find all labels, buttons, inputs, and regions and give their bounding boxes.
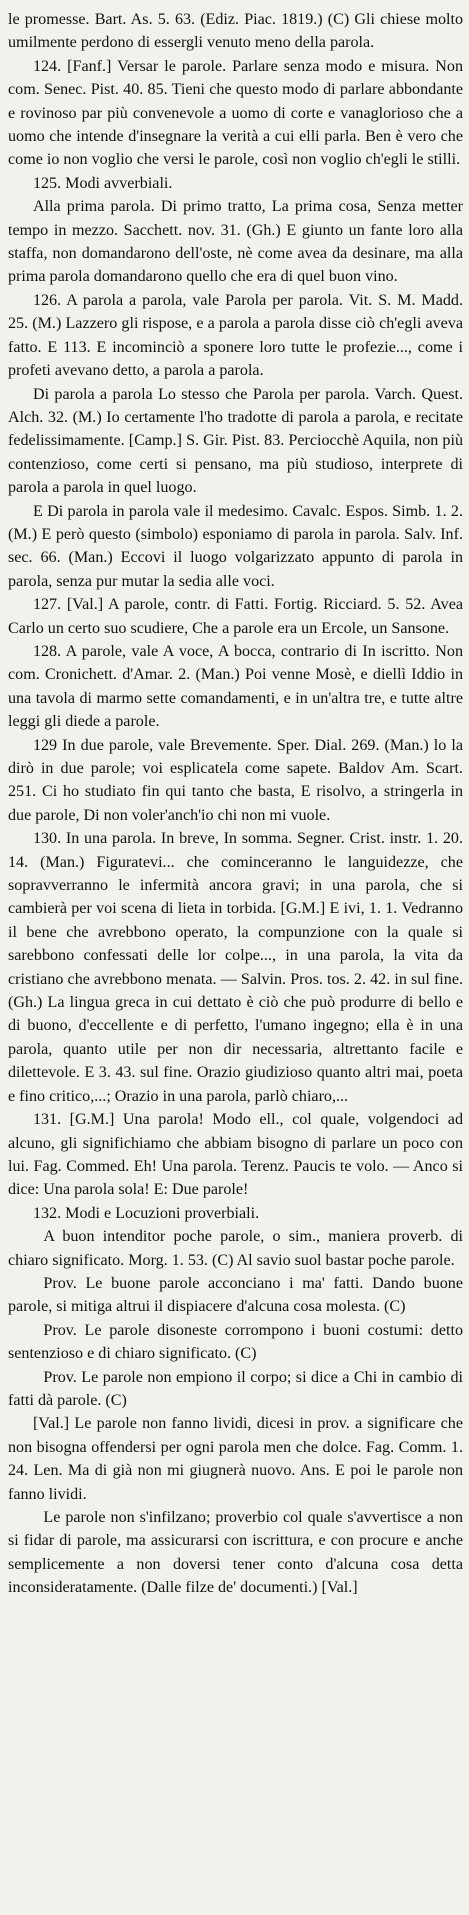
entry-131-una-parola: 131. [G.M.] Una parola! Modo ell., col quale, volgendoci ad alcuno, gli significhiamo che abbiam bisogno di parlare un poco con lui. Fag. Commed. Eh! Una parola. Terenz. Paucis te volo. — Anco si dice: Una parola sola! E: Due parole! <box>8 1111 463 1199</box>
entry-129-in-due-parole: 129 In due parole, vale Brevemente. Sper. Dial. 269. (Man.) lo la dirò in due parole; voi esplicatela come sapete. Baldov Am. Scart. 251. Ci ho studiato fin qui tanto che basta, E risolvo, a stringerla in due parole, Di non voler'anch'io chi non mi vuole. <box>8 736 463 824</box>
entry-di-parola-a-parola: Di parola a parola Lo stesso che Parola per parola. Varch. Quest. Alch. 32. (M.) Io certamente l'ho tradotte di parola a parola, e recitate fedelissimamente. [Camp.] S. Gir. Pist. 83. Perciocchè Aquila, non più contenzioso, come certi si pensano, ma più studioso, interprete di parola a parola in quel luogo. <box>8 385 463 497</box>
entry-127-a-parole-fatti: 127. [Val.] A parole, contr. di Fatti. Fortig. Ricciard. 5. 52. Avea Carlo un certo suo scudiere, Che a parole era un Ercole, un Sansone. <box>8 596 463 637</box>
entry-continuation: le promesse. Bart. As. 5. 63. (Ediz. Piac. 1819.) (C) Gli chiese molto umilmente perdono di essergli venuto meno della parola. <box>8 11 463 52</box>
entry-126-a-parola-a-parola: 126. A parola a parola, vale Parola per parola. Vit. S. M. Madd. 25. (M.) Lazzero gli rispose, e a parola a parola disse ciò ch'egli aveva fatto. E 113. E incominciò a sponere loro tutte le profezie..., come i profeti avevano detto, a parola a parola. <box>8 291 463 380</box>
entry-124-versar-le-parole: 124. [Fanf.] Versar le parole. Parlare senza modo e misura. Non com. Senec. Pist. 40. 85. Tieni che questo modo di parlare abbondante e rovinoso par più convenevole a uomo di corte e vanaglorioso che a uomo che intende d'insegnare la verità a cui elli parla. Ben è vero che come io non voglio che versi le parole, così non voglio ch'egli le stilli. <box>8 57 463 169</box>
entry-128-a-parole-a-voce: 128. A parole, vale A voce, A bocca, contrario di In iscritto. Non com. Cronichett. d'Amar. 2. (Man.) Poi venne Mosè, e diellì Iddio in una tavola di marmo sette comandamenti, e in un'altra tre, e tutte altre leggi gli diede a parole. <box>8 642 463 731</box>
entry-di-parola-in-parola: E Di parola in parola vale il medesimo. Cavalc. Espos. Simb. 1. 2. (M.) E però questo (simbolo) esponiamo di parola in parola. Salv. Inf. sec. 66. (Man.) Eccovi il luogo volgarizzato appunto di parola in parola, senza pur mutar la sedia alle voci. <box>8 502 463 590</box>
entry-non-s-infilzano: Le parole non s'infilzano; proverbio col quale s'avvertisce a non si fidar di parole, ma assicurarsi con iscrittura, e con procure e anche semplicemente a non doversi tener conto d'alcuna cosa detta inconsideratamente. (Dalle filze de' documenti.) [Val.] <box>8 1509 463 1597</box>
entry-alla-prima-parola: Alla prima parola. Di primo tratto, La prima cosa, Senza metter tempo in mezzo. Sacchett. nov. 31. (Gh.) E giunto un fante loro alla staffa, non domandarono dell'oste, nè come avea da desinare, ma alla prima parola domandarono quello che era di quel buon vino. <box>8 198 463 286</box>
entry-132-modi-proverbiali: 132. Modi e Locuzioni proverbiali. <box>32 1204 260 1222</box>
entry-prov-parole-disoneste: Prov. Le parole disoneste corrompono i buoni costumi: detto sentenzioso e di chiaro significato. (C) <box>8 1321 463 1363</box>
entry-a-buon-intenditor: A buon intenditor poche parole, o sim., maniera proverb. di chiaro significato. Morg. 1. 53. (C) Al savio suol bastar poche parole. <box>8 1228 463 1269</box>
entry-prov-buone-parole: Prov. Le buone parole acconciano i ma' fatti. Dando buone parole, si mitiga altrui il dispiacere d'alcuna cosa molesta. (C) <box>8 1274 463 1316</box>
entry-125-modi-avverbiali: 125. Modi avverbiali. <box>32 174 173 192</box>
entry-130-in-una-parola: 130. In una parola. In breve, In somma. Segner. Crist. instr. 1. 20. 14. (Man.) Figuratevi... che cominceranno le languidezze, che sopravverranno le infermità ancora gravi; in una parola, che si cambierà per voi scena di lieta in torbida. [G.M.] E ivi, 1. 1. Vedranno il bene che avrebbono operato, la compunzione con la quale si sarebbono confessati delle lor colpe..., in una parola, la vita da cristiano che avrebbono menata. — Salvin. Pros. tos. 2. 42. in sul fine. (Gh.) La lingua greca in cui dettato è ciò che può produrre di bello e di buono, d'eccellente e di perfetto, l'umano ingegno; ella è in una parola, quanto utile per non dir necessaria, altrettanto facile e dilettevole. E 3. 43. sul fine. Orazio giudizioso quanto altri mai, poeta e fino critico,...; Orazio in una parola, parlò chiaro,... <box>8 830 463 1105</box>
entry-prov-non-empiono: Prov. Le parole non empiono il corpo; si dice a Chi in cambio di fatti dà parole. (C) <box>8 1368 463 1409</box>
entry-non-fanno-lividi: [Val.] Le parole non fanno lividi, dicesi in prov. a significare che non bisogna offendersi per ogni parola men che dolce. Fag. Comm. 1. 24. Len. Ma di già non mi giugnerà nuovo. Ans. E poi le parole non fanno lividi. <box>8 1415 463 1503</box>
